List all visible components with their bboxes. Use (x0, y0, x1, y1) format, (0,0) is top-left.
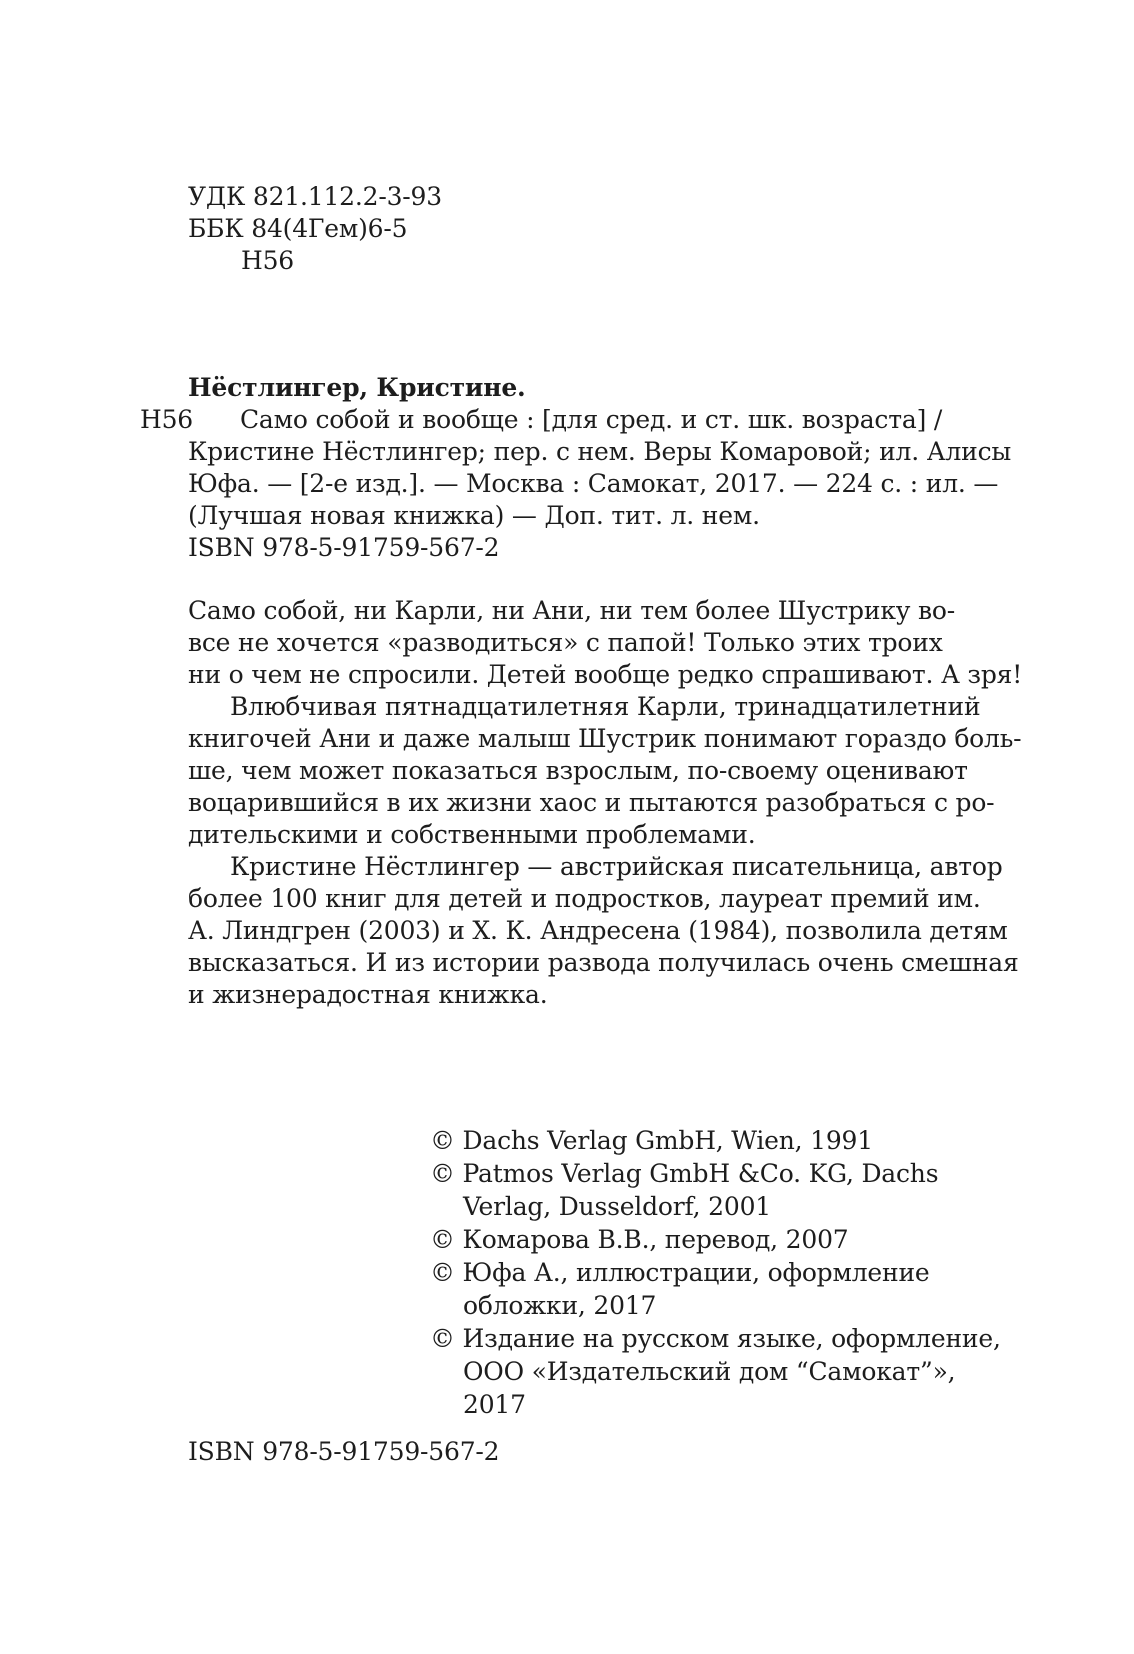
udk-code: УДК 821.112.2-3-93 (188, 182, 442, 211)
copyright-line: © Patmos Verlag GmbH &Co. KG, Dachs (430, 1159, 939, 1188)
annotation-line: книгочей Ани и даже малыш Шустрик понимают гораздо боль- (188, 724, 1022, 753)
bibliographic-line: Юфа. — [2-е изд.]. — Москва : Самокат, 2017. — 224 с. : ил. — (188, 469, 999, 498)
copyright-block (430, 1124, 1001, 1421)
bbk-code: ББК 84(4Гем)6-5 (188, 214, 408, 243)
annotation-line: и жизнерадостная книжка. (188, 980, 548, 1009)
bibliographic-heading: Нёстлингер, Кристине. (188, 373, 526, 402)
copyright-line: обложки, 2017 (463, 1291, 657, 1320)
bibliographic-sign: Н56 (140, 405, 194, 434)
author-sign: Н56 (241, 246, 295, 275)
copyright-line: 2017 (463, 1390, 526, 1419)
copyright-line: © Издание на русском языке, оформление, (430, 1324, 1001, 1353)
copyright-line: © Комарова В.В., перевод, 2007 (430, 1225, 849, 1254)
annotation-line: воцарившийся в их жизни хаос и пытаются разобраться с ро- (188, 788, 995, 817)
annotation-line: более 100 книг для детей и подростков, лауреат премий им. (188, 884, 981, 913)
annotation-line: А. Линдгрен (2003) и Х. К. Андресена (1984), позволила детям (188, 916, 1008, 945)
annotation-line: Кристине Нёстлингер — австрийская писательница, автор (230, 852, 1003, 881)
annotation-line: ни о чем не спросили. Детей вообще редко спрашивают. А зря! (188, 660, 1023, 689)
bibliographic-isbn: ISBN 978-5-91759-567-2 (188, 533, 500, 562)
copyright-line: © Dachs Verlag GmbH, Wien, 1991 (430, 1126, 873, 1155)
bibliographic-line: Само собой и вообще : [для сред. и ст. шк. возраста] / (240, 405, 943, 434)
annotation-line: Само собой, ни Карли, ни Ани, ни тем более Шустрику во- (188, 596, 955, 625)
annotation-line: ше, чем может показаться взрослым, по-своему оценивают (188, 756, 968, 785)
annotation-line: Влюбчивая пятнадцатилетняя Карли, тринадцатилетний (230, 692, 981, 721)
annotation-line: все не хочется «разводиться» с папой! Только этих троих (188, 628, 943, 657)
copyright-line: © Юфа А., иллюстрации, оформление (430, 1258, 930, 1287)
copyright-line: Verlag, Dusseldorf, 2001 (463, 1192, 771, 1221)
annotation-line: высказаться. И из истории развода получилась очень смешная (188, 948, 1019, 977)
bibliographic-line: Кристине Нёстлингер; пер. с нем. Веры Комаровой; ил. Алисы (188, 437, 1012, 466)
copyright-line: ООО «Издательский дом “Самокат”», (463, 1357, 956, 1386)
bibliographic-line: (Лучшая новая книжка) — Доп. тит. л. нем. (188, 501, 760, 530)
annotation-line: дительскими и собственными проблемами. (188, 820, 756, 849)
footer-isbn: ISBN 978-5-91759-567-2 (188, 1437, 500, 1466)
